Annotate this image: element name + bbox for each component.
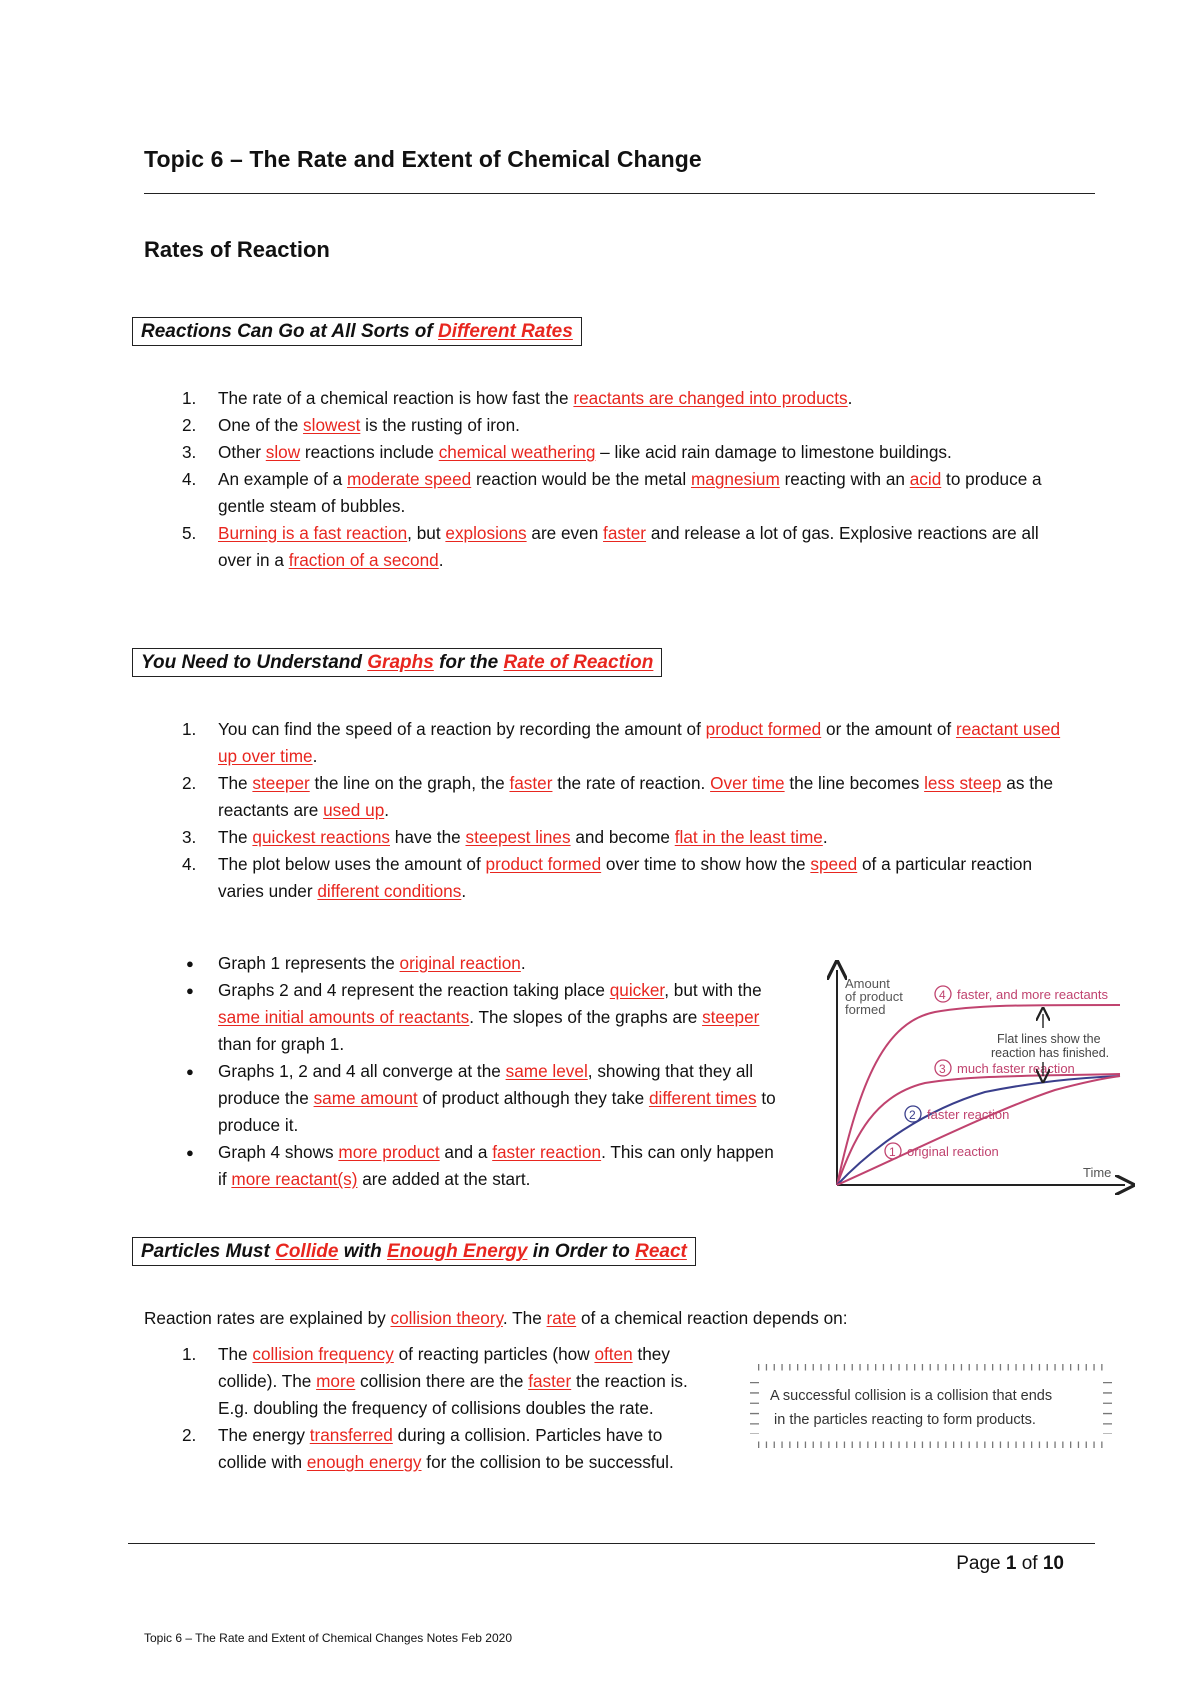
graph-bullets [144,950,784,1193]
text-run: of reacting particles (how [393,1344,595,1364]
highlight-term: enough energy [306,1452,422,1472]
curve-1-label: original reaction [907,1144,999,1159]
text-run: You Need to Understand [141,652,368,673]
text-run: is the rusting of iron. [360,415,520,435]
text-run: The [218,827,253,847]
curve-3-number: 3 [939,1062,946,1076]
page-title: Topic 6 – The Rate and Extent of Chemical Change [144,146,702,172]
highlight-term: faster [509,773,553,793]
list-item [144,851,1074,905]
text-run: during a collision. Particles have to collide with [218,1425,663,1472]
text-run: . The [502,1308,547,1328]
footer-divider [128,1543,1095,1544]
highlight-term: flat in the least time [674,827,823,847]
text-run: as the reactants are [218,773,1054,820]
highlight-term: same amount [313,1088,418,1108]
highlight-term: product formed [705,719,822,739]
curve-1-number: 1 [889,1145,896,1159]
list-item [144,950,784,977]
highlight-term: React [635,1241,687,1262]
highlight-term: quicker [609,980,665,1000]
page-number: Page 1 of 10 [956,1553,1064,1574]
text-run: reaction would be the metal [471,469,691,489]
callout-text: A successful collision is a collision that ends in the particles reacting to form products. [770,1388,1053,1428]
text-run: . [461,881,467,901]
highlight-term: speed [810,854,858,874]
rate-graph [815,960,1135,1200]
list-item [144,770,1074,824]
text-run: reacting with an [779,469,910,489]
highlight-term: often [594,1344,633,1364]
text-run: than for graph 1. [218,1034,345,1054]
curve-1 [837,1076,1120,1185]
list-number: 3. [182,827,197,847]
text-run: Graph 1 represents the [218,953,400,973]
highlight-term: Over time [710,773,785,793]
text-run: You can find the speed of a reaction by recording the amount of [218,719,706,739]
list-item [144,466,1074,520]
footer-note: Topic 6 – The Rate and Extent of Chemical Changes Notes Feb 2020 [144,1631,512,1645]
curve-2 [837,1076,1120,1185]
text-run: the reaction is. E.g. doubling the frequency of collisions doubles the rate. [218,1371,688,1418]
text-run: . This can only happen if [218,1142,774,1189]
bullet-icon: ● [186,1064,194,1079]
list-item [144,1139,784,1193]
list-item [144,977,784,1058]
curve-4-number: 4 [939,988,946,1002]
highlight-term: acid [909,469,942,489]
y-axis-label: Amount of product formed [845,976,903,1017]
text-run: Graphs 1, 2 and 4 all converge at the [218,1061,506,1081]
bullet-icon: ● [186,983,194,998]
text-run: have the [389,827,466,847]
text-run: Particles Must [141,1241,276,1262]
list-item [144,1341,696,1422]
highlight-term: transferred [309,1425,393,1445]
list-item [144,1422,696,1476]
text-run: they collide). The [218,1344,670,1391]
collision-intro [144,1305,1074,1332]
highlight-term: more [316,1371,356,1391]
text-run: An example of a [218,469,347,489]
list-number: 2. [182,773,197,793]
highlight-term: explosions [445,523,527,543]
bullet-icon: ● [186,1145,194,1160]
text-run: . [312,746,318,766]
text-run: . [438,550,444,570]
text-run: . [822,827,828,847]
highlight-term: magnesium [690,469,780,489]
text-run: . [520,953,526,973]
text-run: . The slopes of the graphs are [469,1007,703,1027]
text-run: The rate of a chemical reaction is how fast the [218,388,574,408]
text-run: and release a lot of gas. Explosive reactions are all over in a [218,523,1039,570]
bullet-icon: ● [186,956,194,971]
text-run: Graph 4 shows [218,1142,339,1162]
text-run: to produce a gentle steam of bubbles. [218,469,1042,516]
highlight-term: product formed [485,854,602,874]
text-run: are even [526,523,604,543]
heading-different-rates [132,317,582,346]
list-item [144,716,1074,770]
section-title: Rates of Reaction [144,237,330,262]
highlight-term: faster reaction [492,1142,602,1162]
highlight-term: different conditions [317,881,462,901]
text-run: . [847,388,853,408]
curve-3-label: much faster reaction [957,1061,1075,1076]
list-item [144,520,1074,574]
highlight-term: rate [546,1308,577,1328]
text-run: The energy [218,1425,310,1445]
highlight-term: steeper [702,1007,760,1027]
curve-4-label: faster, and more reactants [957,987,1109,1002]
highlight-term: same initial amounts of reactants [218,1007,470,1027]
highlight-term: collision theory [390,1308,503,1328]
list-item [144,824,1074,851]
highlight-term: different times [648,1088,757,1108]
highlight-term: Different Rates [438,321,573,342]
highlight-term: original reaction [399,953,521,973]
graphs-list [144,716,1074,905]
list-number: 1. [182,1344,197,1364]
text-run: the line becomes [784,773,925,793]
list-number: 4. [182,469,197,489]
text-run: or the amount of [821,719,956,739]
text-run: the line on the graph, the [309,773,510,793]
text-run: Other [218,442,266,462]
text-run: the rate of reaction. [552,773,711,793]
list-item [144,439,1074,466]
heading-collision [132,1237,696,1266]
text-run: Reactions Can Go at All Sorts of [141,321,439,342]
collision-callout [750,1364,1112,1448]
highlight-term: less steep [924,773,1002,793]
text-run: for the [433,652,504,673]
list-number: 2. [182,1425,197,1445]
list-number: 3. [182,442,197,462]
list-item [144,1058,784,1139]
text-run: , but [407,523,446,543]
highlight-term: used up [323,800,385,820]
text-run: are added at the start. [357,1169,531,1189]
curve-2-number: 2 [909,1108,916,1122]
text-run: Graphs 2 and 4 represent the reaction taking place [218,980,610,1000]
text-run: . [384,800,390,820]
text-run: reactions include [300,442,439,462]
list-number: 1. [182,719,197,739]
text-run: One of the [218,415,304,435]
highlight-term: same level [505,1061,588,1081]
highlight-term: faster [528,1371,572,1391]
list-item [144,385,1074,412]
list-number: 1. [182,388,197,408]
highlight-term: reactants are changed into products [573,388,848,408]
heading-graphs [132,648,662,677]
list-number: 2. [182,415,197,435]
text-run: collision there are the [355,1371,529,1391]
highlight-term: Rate of Reaction [503,652,654,673]
highlight-term: Burning is a fast reaction [218,523,408,543]
text-run: with [338,1241,388,1262]
curve-3 [837,1074,1120,1185]
text-run: to produce it. [218,1088,776,1135]
graph-note: Flat lines show the reaction has finished. [991,1032,1110,1060]
text-run: The [218,1344,253,1364]
text-run: of a particular reaction varies under [218,854,1033,901]
text-run: in Order to [527,1241,636,1262]
curve-2-label: faster reaction [927,1107,1010,1122]
text-run: The plot below uses the amount of [218,854,486,874]
highlight-term: faster [603,523,647,543]
text-run: The [218,773,253,793]
highlight-term: chemical weathering [438,442,596,462]
text-run: , showing that they all produce the [218,1061,754,1108]
text-run: of a chemical reaction depends on: [576,1308,848,1328]
highlight-term: Enough Energy [387,1241,528,1262]
highlight-term: slowest [303,415,361,435]
text-run: – like acid rain damage to limestone buildings. [595,442,952,462]
highlight-term: quickest reactions [252,827,390,847]
callout-dashed-border [754,1366,1108,1446]
text-run: of product although they take [417,1088,649,1108]
text-run: over time to show how the [601,854,811,874]
rates-list [144,385,1074,574]
highlight-term: reactant used up over time [218,719,1061,766]
list-number: 4. [182,854,197,874]
list-number: 5. [182,523,197,543]
highlight-term: Graphs [367,652,434,673]
text-run: and a [439,1142,493,1162]
highlight-term: steepest lines [465,827,571,847]
collision-list [144,1341,696,1476]
highlight-term: collision frequency [252,1344,394,1364]
highlight-term: Collide [275,1241,339,1262]
list-item [144,412,1074,439]
highlight-term: more product [338,1142,440,1162]
highlight-term: moderate speed [346,469,472,489]
x-axis-label: Time [1083,1165,1112,1180]
highlight-term: steeper [252,773,310,793]
highlight-term: slow [265,442,301,462]
highlight-term: fraction of a second [288,550,439,570]
title-divider [144,193,1095,194]
text-run: for the collision to be successful. [421,1452,674,1472]
text-run: Reaction rates are explained by [144,1308,391,1328]
text-run: , but with the [664,980,762,1000]
text-run: and become [570,827,675,847]
highlight-term: more reactant(s) [231,1169,358,1189]
